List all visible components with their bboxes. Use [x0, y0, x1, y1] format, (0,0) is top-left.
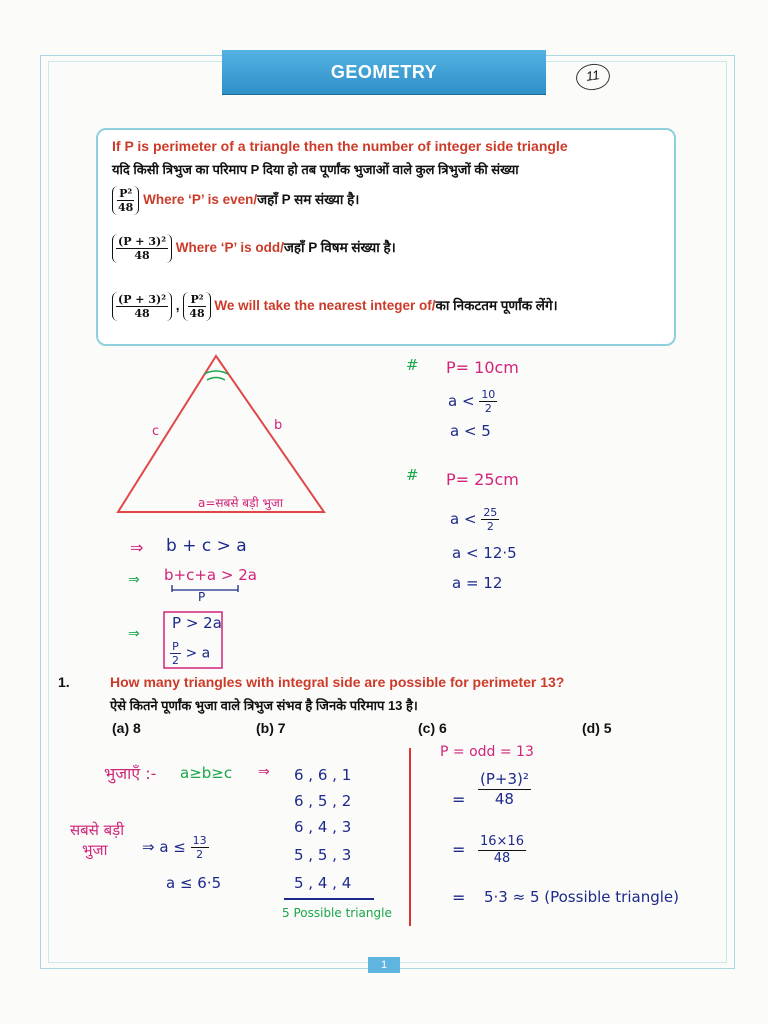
- triple-3: 6 , 4 , 3: [294, 818, 352, 836]
- largest-side-label-1: सबसे बड़ी: [70, 821, 125, 839]
- formula-box: [96, 128, 676, 346]
- formula-even: $\frac{\text{P²}}{48}$ Where ‘P’ is even/जहाँ P सम संख्या है।: [112, 186, 359, 215]
- side-a-label: a=सबसे बड़ी भुजा: [198, 496, 283, 510]
- formula-odd-bracket: $\frac{\text{(P + 3)²}}{48}$: [112, 234, 172, 263]
- derivation-step-3b: $\frac{P}{2}$ > a: [172, 640, 211, 667]
- question-text-hi: ऐसे कितने पूर्णांक भुजा वाले त्रिभुज संभव है जिनके परिमाप 13 है।: [110, 698, 418, 713]
- formula-even-bracket: $\frac{\text{P²}}{48}$: [112, 186, 139, 215]
- option-b: (b) 7: [256, 720, 286, 736]
- example-2-hash: #: [406, 466, 419, 484]
- formula-nearest: $\frac{\text{(P + 3)²}}{48}$ , $\frac{\text{P²}}{48}$ We will take the nearest integer of/का निकटतम पूर्णांक लेंगे।: [112, 292, 558, 321]
- solution-divider: [409, 748, 411, 926]
- equals-1: =: [452, 790, 466, 809]
- equals-3: =: [452, 888, 466, 907]
- derivation-step-1: b + c > a: [166, 536, 247, 556]
- derivation-arrow-3: ⇒: [128, 626, 140, 642]
- derivation-arrow-1: ⇒: [130, 538, 144, 557]
- side-c-label: c: [152, 424, 160, 439]
- solution-right-step-3: 5·3 ≈ 5 (Possible triangle): [484, 888, 679, 906]
- formula-heading-hi: यदि किसी त्रिभुज का परिमाप P दिया हो तब पूर्णांक भुजाओं वाले कुल त्रिभुजों की संख्या: [112, 162, 519, 177]
- solution-sides-label: भुजाएँ :-: [104, 764, 157, 783]
- example-2-line-2: a < 12·5: [452, 544, 517, 562]
- page-number-mark: 11: [574, 62, 611, 92]
- triples-underline: [284, 898, 374, 900]
- example-1-title: P= 10cm: [446, 358, 519, 377]
- triple-2: 6 , 5 , 2: [294, 792, 352, 810]
- equals-2: =: [452, 840, 466, 859]
- page-title: GEOMETRY: [222, 50, 546, 94]
- question-text-en: How many triangles with integral side are possible for perimeter 13?: [110, 674, 565, 690]
- formula-odd: $\frac{\text{(P + 3)²}}{48}$ Where ‘P’ is odd/जहाँ P विषम संख्या है।: [112, 234, 396, 263]
- question-number: 1.: [58, 674, 70, 690]
- solution-arrow: ⇒: [258, 764, 270, 780]
- triple-1: 6 , 6 , 1: [294, 766, 352, 784]
- option-d: (d) 5: [582, 720, 612, 736]
- example-1-line-1: a < $\frac{10}{2}$: [448, 388, 496, 415]
- derivation-step-2-under: P: [198, 590, 206, 604]
- derivation-step-3a: P > 2a: [172, 614, 222, 632]
- example-2-line-3: a = 12: [452, 574, 503, 592]
- example-1-hash: #: [406, 356, 419, 374]
- largest-side-bound: a ≤ 6·5: [166, 874, 222, 892]
- solution-right-step-1: $\frac{\text{(P+3)²}}{48}$: [480, 770, 529, 808]
- footer-page-number: 1: [368, 957, 400, 973]
- option-c: (c) 6: [418, 720, 447, 736]
- triple-5: 5 , 4 , 4: [294, 874, 352, 892]
- side-b-label: b: [274, 418, 283, 433]
- solution-order: a≥b≥c: [180, 764, 233, 782]
- example-2-line-1: a < $\frac{25}{2}$: [450, 506, 498, 533]
- largest-side-label-2: भुजा: [82, 841, 108, 859]
- example-2-title: P= 25cm: [446, 470, 519, 489]
- solution-right-title: P = odd = 13: [440, 744, 534, 760]
- solution-right-step-2: $\frac{16\times 16}{48}$: [480, 834, 524, 866]
- example-1-line-2: a < 5: [450, 422, 491, 440]
- derivation-arrow-2: ⇒: [128, 572, 140, 588]
- derivation-step-2: b+c+a > 2a: [164, 566, 257, 584]
- possible-count: 5 Possible triangle: [282, 906, 392, 920]
- largest-side-condition: ⇒ a ≤ $\frac{13}{2}$: [142, 834, 207, 861]
- option-a: (a) 8: [112, 720, 141, 736]
- triple-4: 5 , 5 , 3: [294, 846, 352, 864]
- formula-heading-en: If P is perimeter of a triangle then the number of integer side triangle: [112, 138, 568, 154]
